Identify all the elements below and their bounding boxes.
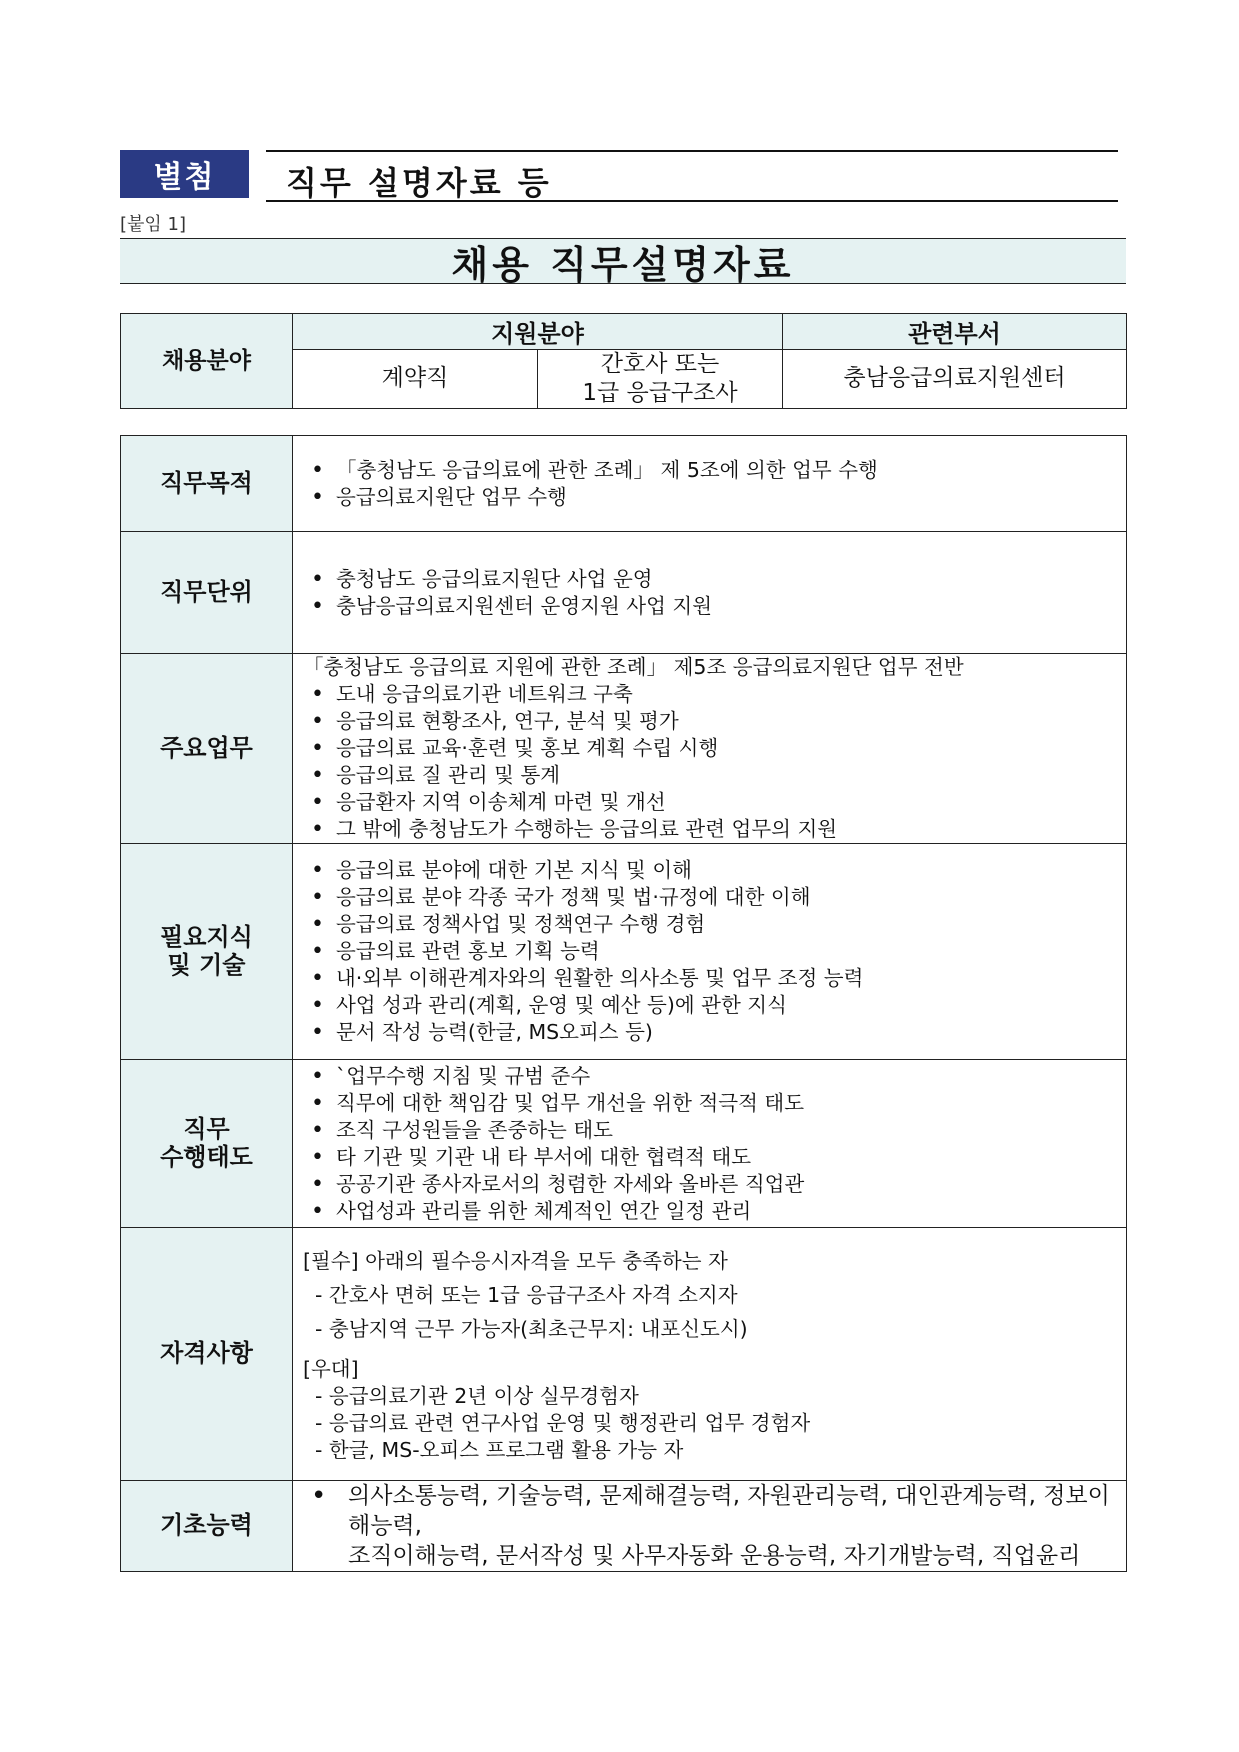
preferred-item: - 응급의료기관 2년 이상 실무경험자 bbox=[315, 1384, 639, 1408]
list-item: • 도내 응급의료기관 네트워크 구축 bbox=[303, 681, 1116, 708]
list-item: • 조직 구성원들을 존중하는 태도 bbox=[303, 1117, 1116, 1144]
list-item bbox=[303, 1481, 1116, 1571]
list-item: • 응급의료 질 관리 및 통계 bbox=[303, 762, 1116, 789]
list-item: • 사업성과 관리를 위한 체계적인 연간 일정 관리 bbox=[303, 1198, 1116, 1225]
list-item: • `업무수행 지침 및 규범 준수 bbox=[303, 1063, 1116, 1090]
list-item: • 그 밖에 충청남도가 수행하는 응급의료 관련 업무의 지원 bbox=[303, 816, 1116, 843]
main-duty-intro: 「충청남도 응급의료 지원에 관한 조례」 제5조 응급의료지원단 업무 전반 bbox=[303, 655, 964, 679]
preferred-item: - 응급의료 관련 연구사업 운영 및 행정관리 업무 경험자 bbox=[315, 1411, 811, 1435]
basic-ability-row bbox=[121, 1481, 1127, 1572]
contract-type-cell: 계약직 bbox=[293, 350, 538, 409]
attitude-label bbox=[121, 1060, 293, 1228]
basic-ability-line: 조직이해능력, 문서작성 및 사무자동화 운용능력, 자기개발능력, 직업윤리 bbox=[348, 1543, 1081, 1569]
required-item: - 충남지역 근무 가능자(최초근무지: 내포신도시) bbox=[315, 1317, 748, 1341]
list-item: • 응급의료 분야에 대한 기본 지식 및 이해 bbox=[303, 857, 1116, 884]
department-cell: 충남응급의료지원센터 bbox=[783, 350, 1127, 409]
main-duty-content bbox=[293, 654, 1127, 844]
support-field-header: 지원분야 bbox=[293, 314, 783, 350]
header-title-box bbox=[266, 150, 1118, 202]
attitude-content bbox=[293, 1060, 1127, 1228]
required-item: - 간호사 면허 또는 1급 응급구조사 자격 소지자 bbox=[315, 1283, 738, 1307]
recruit-field-label: 채용분야 bbox=[121, 314, 293, 409]
preferred-item: - 한글, MS-오피스 프로그램 활용 가능 자 bbox=[315, 1438, 684, 1462]
attitude-label-line: 직무 bbox=[183, 1114, 230, 1143]
attitude-row bbox=[121, 1060, 1127, 1228]
header-title: 직무 설명자료 등 bbox=[286, 164, 552, 202]
list-item: • 문서 작성 능력(한글, MS오피스 등) bbox=[303, 1019, 1116, 1046]
list-item: • 충청남도 응급의료지원단 사업 운영 bbox=[303, 566, 1116, 593]
preferred-title: [우대] bbox=[303, 1357, 359, 1381]
attachment-label: [붙임 1] bbox=[120, 214, 186, 235]
qualification-label: 자격사항 bbox=[121, 1228, 293, 1481]
list-item: • 「충청남도 응급의료에 관한 조례」 제 5조에 의한 업무 수행 bbox=[303, 457, 1116, 484]
basic-ability-line: 의사소통능력, 기술능력, 문제해결능력, 자원관리능력, 대인관계능력, 정보이해능력, bbox=[348, 1483, 1110, 1539]
qualification-content bbox=[293, 1228, 1127, 1481]
unit-label: 직무단위 bbox=[121, 532, 293, 654]
purpose-content bbox=[293, 436, 1127, 532]
unit-row bbox=[121, 532, 1127, 654]
list-item: • 사업 성과 관리(계획, 운영 및 예산 등)에 관한 지식 bbox=[303, 992, 1116, 1019]
list-item: • 응급의료 관련 홍보 기획 능력 bbox=[303, 938, 1116, 965]
job-description-table bbox=[120, 435, 1127, 1572]
required-title: [필수] 아래의 필수응시자격을 모두 충족하는 자 bbox=[303, 1249, 728, 1273]
knowledge-label bbox=[121, 844, 293, 1060]
attitude-label-line: 수행태도 bbox=[160, 1142, 253, 1171]
position-line: 간호사 또는 bbox=[600, 351, 720, 377]
list-item: • 내·외부 이해관계자와의 원활한 의사소통 및 업무 조정 능력 bbox=[303, 965, 1116, 992]
recruitment-field-table bbox=[120, 313, 1127, 409]
list-item: • 응급의료 정책사업 및 정책연구 수행 경험 bbox=[303, 911, 1116, 938]
position-cell bbox=[538, 350, 783, 409]
list-item: • 공공기관 종사자로서의 청렴한 자세와 올바른 직업관 bbox=[303, 1171, 1116, 1198]
list-item: • 타 기관 및 기관 내 타 부서에 대한 협력적 태도 bbox=[303, 1144, 1116, 1171]
knowledge-label-line: 및 기술 bbox=[167, 950, 246, 979]
department-header: 관련부서 bbox=[783, 314, 1127, 350]
attachment-badge: 별첨 bbox=[120, 150, 249, 198]
knowledge-label-line: 필요지식 bbox=[160, 922, 253, 951]
list-item: • 충남응급의료지원센터 운영지원 사업 지원 bbox=[303, 593, 1116, 620]
unit-content bbox=[293, 532, 1127, 654]
list-item: • 응급의료 교육·훈련 및 홍보 계획 수립 시행 bbox=[303, 735, 1116, 762]
position-line: 1급 응급구조사 bbox=[582, 379, 738, 406]
main-duty-label: 주요업무 bbox=[121, 654, 293, 844]
knowledge-row bbox=[121, 844, 1127, 1060]
list-item: • 응급의료 현황조사, 연구, 분석 및 평가 bbox=[303, 708, 1116, 735]
basic-ability-label: 기초능력 bbox=[121, 1481, 293, 1572]
document-title: 채용 직무설명자료 bbox=[451, 242, 795, 287]
list-item: • 응급의료지원단 업무 수행 bbox=[303, 484, 1116, 511]
main-duty-row bbox=[121, 654, 1127, 844]
knowledge-content bbox=[293, 844, 1127, 1060]
document-title-bar bbox=[120, 238, 1126, 287]
list-item: • 응급의료 분야 각종 국가 정책 및 법·규정에 대한 이해 bbox=[303, 884, 1116, 911]
purpose-label: 직무목적 bbox=[121, 436, 293, 532]
purpose-row bbox=[121, 436, 1127, 532]
list-item: • 응급환자 지역 이송체계 마련 및 개선 bbox=[303, 789, 1116, 816]
basic-ability-content bbox=[293, 1481, 1127, 1572]
qualification-row bbox=[121, 1228, 1127, 1481]
attachment-header bbox=[120, 150, 1118, 202]
list-item: • 직무에 대한 책임감 및 업무 개선을 위한 적극적 태도 bbox=[303, 1090, 1116, 1117]
